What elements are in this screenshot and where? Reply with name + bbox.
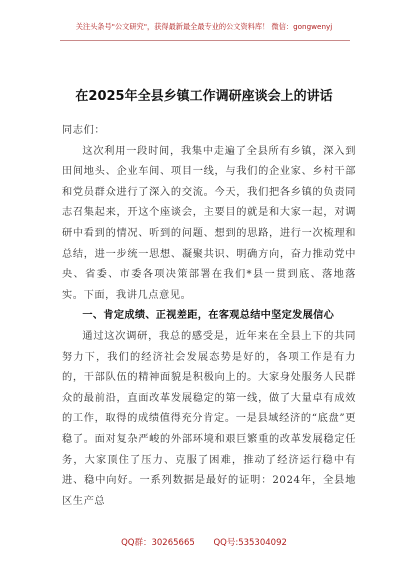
document-title: 在2025年全县乡镇工作调研座谈会上的讲话 — [75, 89, 333, 104]
header-note: 关注头条号"公文研究"，获得最新最全最专业的公文资料库！ 微信：gongwenyj — [75, 22, 333, 31]
salutation: 同志们： — [62, 125, 106, 136]
paragraph: 通过这次调研，我总的感受是，近年来在全县上下的共同努力下，我们的经济社会发展态势是好的，各项工作是有力的，干部队伍的精神面貌是积极向上的。大家身处服务人民群众的最前沿，直面改革发展稳定的第一线，做了大量卓有成效的工作，取得的成绩值得充分肯定。一是县域经济的“底盘”更稳了。面对复杂严峻的外部环境和艰巨繁重的改革发展稳定任务，大家顶住了压力、克服了困难，推动了经济运行稳中有进、稳中向好。一系列数据是最好的证明：2024年，全县地区生产总 — [62, 330, 356, 507]
header-divider — [60, 40, 350, 41]
footer-contacts — [0, 536, 408, 548]
footer-qq-group: QQ群：30265665 — [121, 538, 195, 548]
footer-qq-number: QQ号:535304092 — [213, 538, 287, 548]
section-heading: 一、肯定成绩、正视差距，在客观总结中坚定发展信心 — [82, 310, 335, 322]
paragraph: 这次利用一段时间，我集中走遍了全县所有乡镇，深入到田间地头、企业车间、项目一线，与我们的企业家、乡村干部和党员群众进行了深入的交流。今天，我们把各乡镇的负责同志召集起来，开这个座谈会，主要目的就是和大家一起，对调研中看到的情况、听到的问题、想到的思路，进行一次梳理和总结，进一步统一思想、凝聚共识、明确方向，奋力推动党中央、省委、市委各项决策部署在我们*县一贯到底、落地落实。下面，我讲几点意见。 — [62, 145, 356, 301]
document-body — [62, 121, 356, 512]
